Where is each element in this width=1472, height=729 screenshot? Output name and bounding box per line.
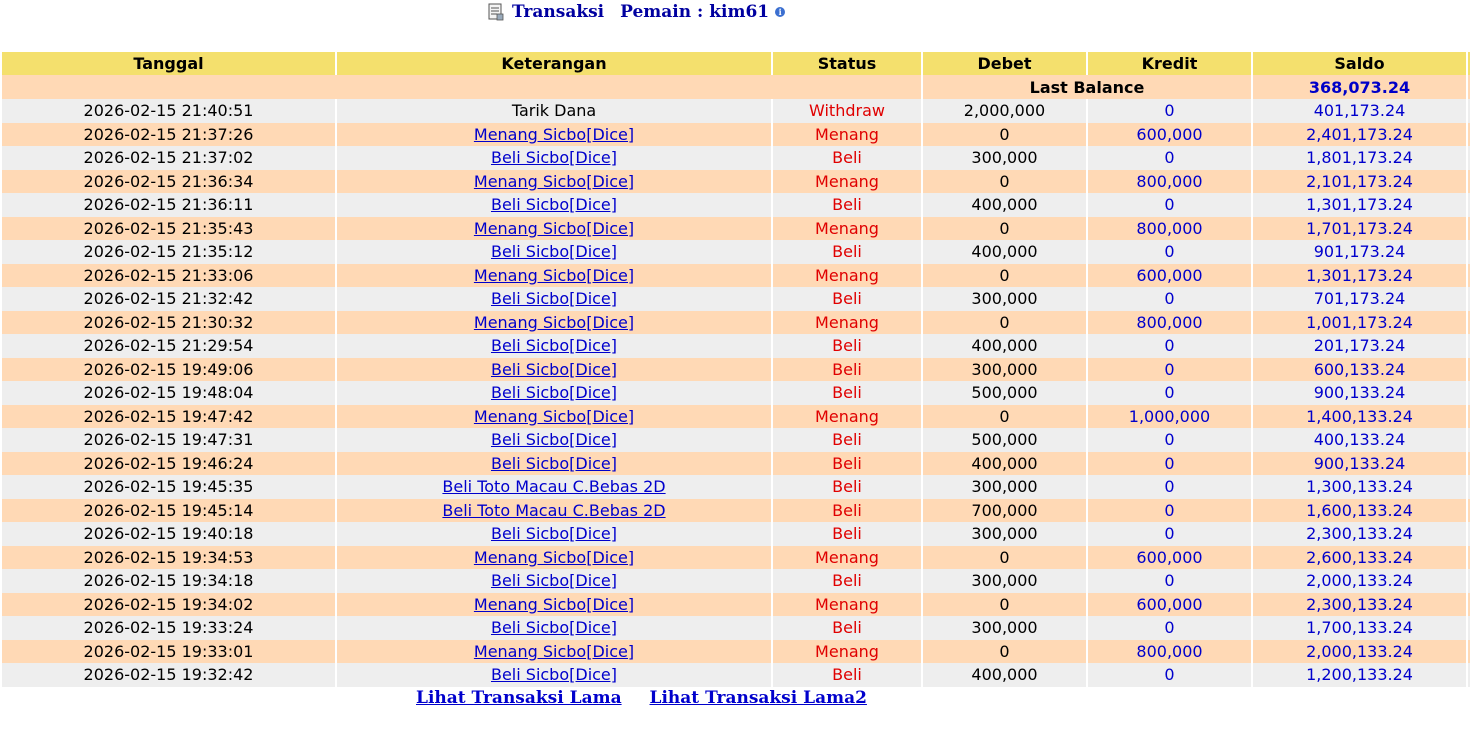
table-row (2, 546, 1470, 570)
cell-edge (1468, 593, 1470, 617)
cell-saldo: 1,300,133.24 (1253, 475, 1466, 499)
cell-status: Beli (773, 452, 921, 476)
cell-debet: 400,000 (923, 334, 1086, 358)
table-row (2, 123, 1470, 147)
cell-description (337, 522, 771, 546)
cell-status: Menang (773, 593, 921, 617)
cell-debet: 2,000,000 (923, 99, 1086, 123)
cell-description (337, 475, 771, 499)
last-balance-label: Last Balance (923, 75, 1251, 99)
cell-kredit: 600,000 (1088, 264, 1251, 288)
cell-edge (1468, 499, 1470, 523)
description-link[interactable]: Beli Toto Macau C.Bebas 2D (442, 477, 666, 497)
cell-description (337, 663, 771, 687)
cell-date: 2026-02-15 19:45:14 (2, 499, 335, 523)
cell-edge (1468, 193, 1470, 217)
column-header-edge (1468, 52, 1470, 75)
cell-debet: 0 (923, 640, 1086, 664)
cell-debet: 400,000 (923, 663, 1086, 687)
cell-status: Beli (773, 358, 921, 382)
cell-edge (1468, 522, 1470, 546)
cell-status: Menang (773, 123, 921, 147)
table-row (2, 593, 1470, 617)
cell-debet: 0 (923, 123, 1086, 147)
old-transactions-link[interactable]: Lihat Transaksi Lama (416, 688, 622, 708)
description-link[interactable]: Beli Sicbo[Dice] (490, 289, 618, 309)
cell-edge (1468, 170, 1470, 194)
cell-description (337, 334, 771, 358)
cell-kredit: 800,000 (1088, 217, 1251, 241)
cell-status: Beli (773, 522, 921, 546)
column-header-saldo: Saldo (1253, 52, 1466, 75)
table-row (2, 311, 1470, 335)
cell-saldo: 1,200,133.24 (1253, 663, 1466, 687)
description-link[interactable]: Beli Sicbo[Dice] (490, 430, 618, 450)
table-row (2, 264, 1470, 288)
cell-description (337, 193, 771, 217)
cell-description (337, 123, 771, 147)
cell-description (337, 452, 771, 476)
cell-description (337, 428, 771, 452)
cell-description (337, 499, 771, 523)
cell-description (337, 240, 771, 264)
cell-date: 2026-02-15 19:34:02 (2, 593, 335, 617)
cell-date: 2026-02-15 19:47:42 (2, 405, 335, 429)
cell-description (337, 146, 771, 170)
cell-edge (1468, 546, 1470, 570)
cell-date: 2026-02-15 21:29:54 (2, 334, 335, 358)
cell-status: Beli (773, 334, 921, 358)
cell-saldo: 1,301,173.24 (1253, 264, 1466, 288)
description-link[interactable]: Menang Sicbo[Dice] (473, 171, 635, 191)
cell-status: Menang (773, 640, 921, 664)
last-balance-row (2, 75, 1470, 99)
cell-debet: 0 (923, 311, 1086, 335)
cell-date: 2026-02-15 19:34:53 (2, 546, 335, 570)
cell-debet: 400,000 (923, 240, 1086, 264)
cell-edge (1468, 123, 1470, 147)
last-balance-edge (1468, 75, 1470, 99)
cell-saldo: 900,133.24 (1253, 452, 1466, 476)
cell-edge (1468, 381, 1470, 405)
cell-kredit: 600,000 (1088, 593, 1251, 617)
cell-edge (1468, 264, 1470, 288)
table-row (2, 522, 1470, 546)
cell-date: 2026-02-15 21:40:51 (2, 99, 335, 123)
column-header-kredit: Kredit (1088, 52, 1251, 75)
info-icon[interactable]: i (775, 7, 785, 17)
cell-description (337, 170, 771, 194)
cell-edge (1468, 334, 1470, 358)
cell-edge (1468, 240, 1470, 264)
cell-kredit: 0 (1088, 522, 1251, 546)
cell-debet: 700,000 (923, 499, 1086, 523)
cell-status: Menang (773, 405, 921, 429)
description-link[interactable]: Beli Toto Macau C.Bebas 2D (442, 500, 666, 520)
cell-edge (1468, 569, 1470, 593)
cell-edge (1468, 428, 1470, 452)
description-link[interactable]: Menang Sicbo[Dice] (473, 594, 635, 614)
old-transactions-link-2[interactable]: Lihat Transaksi Lama2 (649, 688, 867, 708)
table-row (2, 428, 1470, 452)
cell-status: Beli (773, 663, 921, 687)
cell-description (337, 569, 771, 593)
cell-kredit: 0 (1088, 499, 1251, 523)
cell-debet: 400,000 (923, 193, 1086, 217)
cell-date: 2026-02-15 19:34:18 (2, 569, 335, 593)
document-icon (488, 3, 504, 21)
table-row (2, 240, 1470, 264)
cell-edge (1468, 405, 1470, 429)
cell-kredit: 0 (1088, 569, 1251, 593)
cell-date: 2026-02-15 21:36:34 (2, 170, 335, 194)
player-label: Pemain : kim61 (620, 2, 770, 22)
cell-status: Menang (773, 546, 921, 570)
cell-saldo: 1,600,133.24 (1253, 499, 1466, 523)
table-row (2, 193, 1470, 217)
cell-date: 2026-02-15 19:49:06 (2, 358, 335, 382)
cell-status: Menang (773, 311, 921, 335)
table-row (2, 569, 1470, 593)
cell-date: 2026-02-15 19:32:42 (2, 663, 335, 687)
table-row (2, 287, 1470, 311)
cell-status: Beli (773, 428, 921, 452)
cell-saldo: 1,001,173.24 (1253, 311, 1466, 335)
cell-date: 2026-02-15 21:35:43 (2, 217, 335, 241)
cell-description (337, 546, 771, 570)
cell-status: Beli (773, 240, 921, 264)
description-link[interactable]: Beli Sicbo[Dice] (490, 359, 618, 379)
cell-saldo: 1,701,173.24 (1253, 217, 1466, 241)
cell-kredit: 800,000 (1088, 640, 1251, 664)
table-row (2, 663, 1470, 687)
description-link[interactable]: Beli Sicbo[Dice] (490, 665, 618, 685)
cell-debet: 300,000 (923, 569, 1086, 593)
cell-debet: 300,000 (923, 358, 1086, 382)
description-link[interactable]: Menang Sicbo[Dice] (473, 641, 635, 661)
cell-debet: 300,000 (923, 522, 1086, 546)
cell-debet: 500,000 (923, 381, 1086, 405)
cell-date: 2026-02-15 21:35:12 (2, 240, 335, 264)
cell-kredit: 0 (1088, 193, 1251, 217)
table-row (2, 452, 1470, 476)
cell-status: Menang (773, 217, 921, 241)
cell-date: 2026-02-15 19:33:01 (2, 640, 335, 664)
page-header (488, 0, 785, 24)
cell-saldo: 201,173.24 (1253, 334, 1466, 358)
cell-edge (1468, 640, 1470, 664)
cell-date: 2026-02-15 19:40:18 (2, 522, 335, 546)
cell-edge (1468, 452, 1470, 476)
cell-saldo: 1,801,173.24 (1253, 146, 1466, 170)
cell-edge (1468, 616, 1470, 640)
cell-saldo: 2,000,133.24 (1253, 640, 1466, 664)
description-link[interactable]: Beli Sicbo[Dice] (490, 453, 618, 473)
cell-debet: 300,000 (923, 287, 1086, 311)
description-link[interactable]: Beli Sicbo[Dice] (490, 336, 618, 356)
cell-status: Beli (773, 616, 921, 640)
cell-saldo: 1,400,133.24 (1253, 405, 1466, 429)
cell-date: 2026-02-15 19:48:04 (2, 381, 335, 405)
description-link[interactable]: Menang Sicbo[Dice] (473, 547, 635, 567)
cell-date: 2026-02-15 21:37:26 (2, 123, 335, 147)
cell-kredit: 0 (1088, 381, 1251, 405)
cell-saldo: 901,173.24 (1253, 240, 1466, 264)
cell-saldo: 401,173.24 (1253, 99, 1466, 123)
table-row (2, 334, 1470, 358)
description-link[interactable]: Beli Sicbo[Dice] (490, 242, 618, 262)
cell-date: 2026-02-15 19:33:24 (2, 616, 335, 640)
cell-saldo: 2,300,133.24 (1253, 522, 1466, 546)
cell-edge (1468, 287, 1470, 311)
cell-kredit: 800,000 (1088, 170, 1251, 194)
cell-description (337, 593, 771, 617)
cell-saldo: 1,301,173.24 (1253, 193, 1466, 217)
cell-date: 2026-02-15 19:47:31 (2, 428, 335, 452)
cell-kredit: 0 (1088, 99, 1251, 123)
cell-debet: 0 (923, 217, 1086, 241)
description-link[interactable]: Menang Sicbo[Dice] (473, 406, 635, 426)
table-row (2, 99, 1470, 123)
description-link[interactable]: Menang Sicbo[Dice] (473, 312, 635, 332)
cell-status: Beli (773, 569, 921, 593)
cell-debet: 0 (923, 264, 1086, 288)
cell-debet: 0 (923, 546, 1086, 570)
cell-description (337, 358, 771, 382)
description-link[interactable]: Beli Sicbo[Dice] (490, 524, 618, 544)
cell-description (337, 311, 771, 335)
description-link[interactable]: Menang Sicbo[Dice] (473, 124, 635, 144)
cell-kredit: 800,000 (1088, 311, 1251, 335)
cell-status: Beli (773, 499, 921, 523)
cell-saldo: 2,300,133.24 (1253, 593, 1466, 617)
cell-date: 2026-02-15 19:46:24 (2, 452, 335, 476)
footer-links (416, 688, 867, 708)
table-row (2, 499, 1470, 523)
cell-date: 2026-02-15 21:32:42 (2, 287, 335, 311)
cell-date: 2026-02-15 21:33:06 (2, 264, 335, 288)
cell-edge (1468, 99, 1470, 123)
table-row (2, 475, 1470, 499)
table-header-row (2, 52, 1470, 75)
table-row (2, 405, 1470, 429)
cell-date: 2026-02-15 21:36:11 (2, 193, 335, 217)
cell-saldo: 2,401,173.24 (1253, 123, 1466, 147)
table-row (2, 640, 1470, 664)
cell-saldo: 2,600,133.24 (1253, 546, 1466, 570)
cell-saldo: 600,133.24 (1253, 358, 1466, 382)
cell-status: Beli (773, 193, 921, 217)
cell-kredit: 0 (1088, 475, 1251, 499)
cell-kredit: 0 (1088, 334, 1251, 358)
description-link[interactable]: Beli Sicbo[Dice] (490, 571, 618, 591)
cell-edge (1468, 475, 1470, 499)
table-row (2, 381, 1470, 405)
cell-status: Beli (773, 381, 921, 405)
table-row (2, 217, 1470, 241)
cell-kredit: 0 (1088, 452, 1251, 476)
cell-kredit: 1,000,000 (1088, 405, 1251, 429)
last-balance-value: 368,073.24 (1253, 75, 1466, 99)
cell-saldo: 2,000,133.24 (1253, 569, 1466, 593)
cell-kredit: 600,000 (1088, 546, 1251, 570)
transactions-table (0, 52, 1472, 687)
cell-status: Beli (773, 146, 921, 170)
cell-debet: 300,000 (923, 475, 1086, 499)
cell-description (337, 99, 771, 123)
column-header-tanggal: Tanggal (2, 52, 335, 75)
description-text: Tarik Dana (511, 101, 597, 121)
cell-kredit: 0 (1088, 240, 1251, 264)
cell-kredit: 0 (1088, 358, 1251, 382)
table-row (2, 616, 1470, 640)
last-balance-spacer (2, 75, 921, 99)
table-row (2, 146, 1470, 170)
cell-debet: 0 (923, 593, 1086, 617)
cell-status: Withdraw (773, 99, 921, 123)
cell-kredit: 0 (1088, 428, 1251, 452)
table-row (2, 358, 1470, 382)
cell-date: 2026-02-15 21:30:32 (2, 311, 335, 335)
cell-debet: 300,000 (923, 146, 1086, 170)
cell-saldo: 400,133.24 (1253, 428, 1466, 452)
description-link[interactable]: Beli Sicbo[Dice] (490, 383, 618, 403)
cell-kredit: 0 (1088, 287, 1251, 311)
cell-saldo: 701,173.24 (1253, 287, 1466, 311)
cell-description (337, 217, 771, 241)
cell-debet: 0 (923, 405, 1086, 429)
description-link[interactable]: Beli Sicbo[Dice] (490, 195, 618, 215)
page-title: Transaksi (512, 2, 605, 22)
column-header-keterangan: Keterangan (337, 52, 771, 75)
cell-edge (1468, 146, 1470, 170)
cell-saldo: 900,133.24 (1253, 381, 1466, 405)
cell-date: 2026-02-15 19:45:35 (2, 475, 335, 499)
description-link[interactable]: Menang Sicbo[Dice] (473, 218, 635, 238)
cell-debet: 500,000 (923, 428, 1086, 452)
cell-date: 2026-02-15 21:37:02 (2, 146, 335, 170)
cell-description (337, 381, 771, 405)
description-link[interactable]: Menang Sicbo[Dice] (473, 265, 635, 285)
description-link[interactable]: Beli Sicbo[Dice] (490, 148, 618, 168)
cell-description (337, 640, 771, 664)
cell-kredit: 0 (1088, 616, 1251, 640)
cell-edge (1468, 358, 1470, 382)
cell-debet: 300,000 (923, 616, 1086, 640)
cell-kredit: 600,000 (1088, 123, 1251, 147)
cell-debet: 0 (923, 170, 1086, 194)
column-header-status: Status (773, 52, 921, 75)
cell-description (337, 405, 771, 429)
cell-status: Beli (773, 287, 921, 311)
description-link[interactable]: Beli Sicbo[Dice] (490, 618, 618, 638)
cell-status: Beli (773, 475, 921, 499)
cell-saldo: 2,101,173.24 (1253, 170, 1466, 194)
cell-debet: 400,000 (923, 452, 1086, 476)
column-header-debet: Debet (923, 52, 1086, 75)
cell-saldo: 1,700,133.24 (1253, 616, 1466, 640)
cell-description (337, 287, 771, 311)
cell-description (337, 616, 771, 640)
cell-edge (1468, 217, 1470, 241)
cell-status: Menang (773, 264, 921, 288)
cell-edge (1468, 663, 1470, 687)
cell-kredit: 0 (1088, 663, 1251, 687)
table-row (2, 170, 1470, 194)
cell-status: Menang (773, 170, 921, 194)
cell-kredit: 0 (1088, 146, 1251, 170)
cell-description (337, 264, 771, 288)
cell-edge (1468, 311, 1470, 335)
